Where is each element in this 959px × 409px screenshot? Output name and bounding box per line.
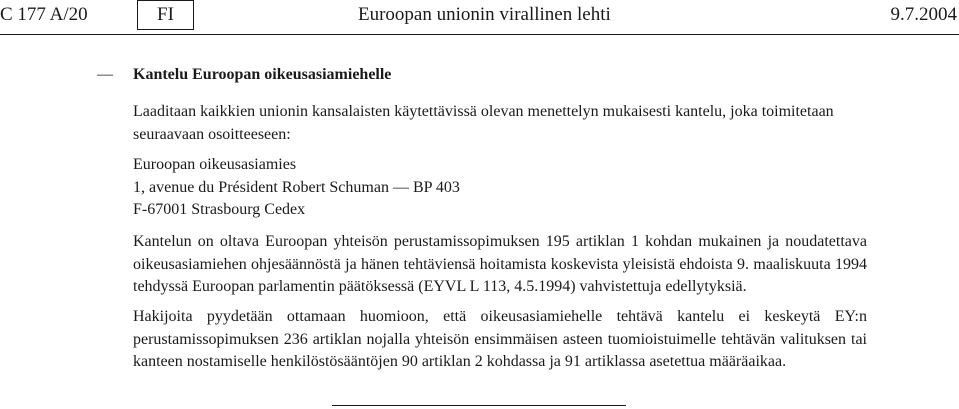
legal-basis-paragraph: Kantelun on oltava Euroopan yhteisön perustamissopimuksen 195 artiklan 1 kohdan mukainen ja noudatettava oikeusasiamiehen ohjesäännöstä ja hänen tehtäviensä hoitamista koskevista yleisistä ehdoista 9. maaliskuuta 1994 tehdyssä Euroopan parlamentin päätöksessä (EYVL L 113, 4.5.1994) vahvistettuja edellytyksiä. <box>133 233 867 295</box>
intro-paragraph: Laaditaan kaikkien unionin kansalaisten käytettävissä olevan menettelyn mukaisesti kantelu, joka toimitetaan seuraavaan osoitteeseen: <box>133 103 834 143</box>
header-rule <box>0 34 959 35</box>
address-block <box>133 154 867 222</box>
journal-reference: C 177 A/20 <box>0 4 88 25</box>
address-line-1: Euroopan oikeusasiamies <box>133 156 297 173</box>
address-line-3: F-67001 Strasbourg Cedex <box>133 201 306 218</box>
section-title: Kantelu Euroopan oikeusasiamiehelle <box>133 66 392 83</box>
address-line-2: 1, avenue du Président Robert Schuman — BP 403 <box>133 178 460 196</box>
footer-rule <box>332 405 626 406</box>
language-box: FI <box>137 0 194 30</box>
journal-title: Euroopan unionin virallinen lehti <box>358 4 611 25</box>
section-dash: — <box>97 66 113 83</box>
issue-date: 9.7.2004 <box>890 4 957 25</box>
page-header <box>0 0 959 34</box>
time-limit-note-paragraph: Hakijoita pyydetään ottamaan huomioon, että oikeusasiamiehelle tehtävä kantelu ei keskeytä EY:n perustamissopimuksen 236 artiklan nojalla yhteisön ensimmäisen asteen tuomioistuimelle tehtävän valituksen tai kanteen nostamiselle henkilöstösääntöjen 90 artiklan 2 kohdassa ja 91 artiklassa asetettua määräaikaa. <box>133 308 867 370</box>
